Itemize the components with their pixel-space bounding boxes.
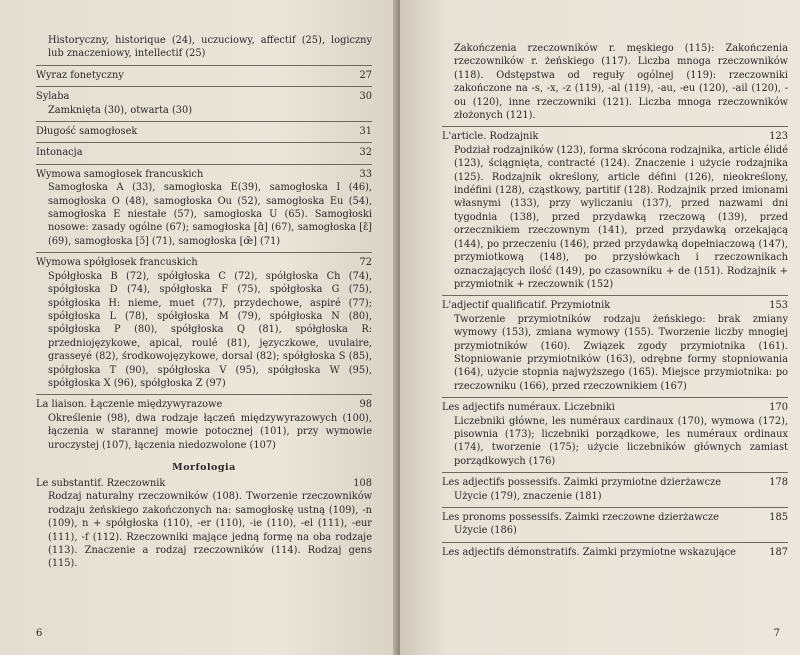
toc-entry-title: Les adjectifs numéraux. Liczebniki bbox=[442, 402, 615, 414]
toc-entry-page: 72 bbox=[359, 257, 372, 269]
toc-entry-page: 108 bbox=[353, 477, 372, 489]
toc-list-right bbox=[442, 42, 788, 559]
toc-entry-page: 153 bbox=[769, 300, 788, 312]
toc-entry-page: 27 bbox=[359, 69, 372, 81]
toc-entry-subtopics: Zamknięta (30), otwarta (30) bbox=[48, 104, 193, 116]
entry-divider bbox=[442, 542, 788, 543]
toc-entry-page: 31 bbox=[359, 126, 372, 138]
toc-entry-subtopics: Podział rodzajników (123), forma skrócona rodzajnika, article élidé (123), ściągnięta, contracté (124). Znaczenie i użycie rodzajnika (125). Rodzajnik określony, article défini (126), nieokreślony, indéfini (128), cząstkowy, partitif (128). Rodzajnik przed imionami własnymi (133), przy wyliczaniu (137), przed nazwami dni tygodnia (138), przed przydawką rzeczową (139), przed orzecznikiem rzeczownym (141), przed przydawką orzekającą (144), po przeczeniu (146), przed przydawką dopełniaczową (147), przymiotkową (148), po przysłówkach i rzeczownikach oznaczających ilość (149), po czasowniku + de (151). Rodzajnik + przymiotnik + rzeczownik (152) bbox=[454, 144, 788, 290]
toc-entry bbox=[442, 472, 788, 503]
toc-entry bbox=[442, 295, 788, 393]
toc-entry-title: Les adjectifs démonstratifs. Zaimki przymiotne wskazujące bbox=[442, 546, 736, 558]
toc-entry-heading bbox=[442, 401, 788, 414]
toc-entry-subtopics: Użycie (179), znaczenie (181) bbox=[454, 490, 602, 502]
entry-divider bbox=[36, 142, 372, 143]
entry-divider bbox=[442, 126, 788, 127]
toc-entry-title: Les pronoms possessifs. Zaimki rzeczowne dzierżawcze bbox=[442, 512, 719, 523]
toc-entry-title: L'adjectif qualificatif. Przymiotnik bbox=[442, 300, 611, 312]
toc-entry-subtopics: Historyczny, historique (24), uczuciowy, affectif (25), logiczny lub znaczeniowy, intellectif (25) bbox=[48, 35, 372, 60]
page-number-left: 6 bbox=[36, 628, 43, 639]
toc-entry-page: 187 bbox=[769, 546, 788, 558]
toc-entry-subtopics: Użycie (186) bbox=[454, 525, 517, 537]
entry-divider bbox=[36, 394, 372, 395]
toc-entry-title: Długość samogłosek bbox=[36, 126, 138, 138]
right-page bbox=[400, 0, 800, 655]
toc-entry-subtopics: Określenie (98), dwa rodzaje łączeń międzywyrazowych (100), łączenia w starannej mowie potocznej (101), przy wymowie uroczystej (107), łączenia niedozwolone (107) bbox=[48, 412, 372, 451]
toc-entry-title: Les adjectifs possessifs. Zaimki przymiotne dzierżawcze bbox=[442, 477, 722, 489]
toc-entry-page: 185 bbox=[769, 512, 788, 523]
toc-entry bbox=[442, 126, 788, 291]
toc-entry-heading bbox=[36, 398, 372, 411]
toc-entry-heading bbox=[36, 477, 372, 490]
toc-entry-title: Le substantif. Rzeczownik bbox=[36, 477, 166, 489]
toc-entry-heading bbox=[442, 130, 788, 143]
toc-entry-title: Intonacja bbox=[36, 147, 83, 159]
toc-entry-page: 32 bbox=[359, 147, 372, 159]
toc-entry-title: Wymowa spółgłosek francuskich bbox=[36, 257, 198, 269]
toc-entry-heading bbox=[36, 146, 372, 159]
toc-entry bbox=[36, 34, 372, 61]
toc-entry bbox=[36, 86, 372, 117]
toc-entry-subtopics: Spółgłoska B (72), spółgłoska C (72), spółgłoska Ch (74), spółgłoska D (74), spółgłoska F (75), spółgłoska G (75), spółgłoska H: nieme, muet (77), przydechowe, aspiré (77); spółgłoska L (78), spółgłoska M (79), spółgłoska N (80), spółgłoska P (80), spółgłoska Q (81), spółgłoska R: przedniojęzykowe, apical, roulé (81), języczkowe, uvulaire, grasseyé (82), środkowojęzykowe, dorsal (82); spółgłoska S (85), spółgłoska T (90), spółgłoska V (95), spółgłoska W (95), spółgłoska X (96), spółgłoska Z (97) bbox=[48, 270, 372, 389]
entry-divider bbox=[36, 86, 372, 87]
entry-divider bbox=[36, 252, 372, 253]
toc-entry-heading bbox=[36, 256, 372, 269]
toc-entry bbox=[36, 65, 372, 82]
toc-entry-page: 33 bbox=[359, 168, 372, 180]
toc-entry bbox=[36, 394, 372, 452]
toc-entry bbox=[36, 142, 372, 159]
entry-divider bbox=[36, 164, 372, 165]
toc-entry-subtopics: Zakończenia rzeczowników r. męskiego (115): Zakończenia rzeczowników r. żeńskiego (117). Liczba mnoga rzeczowników (118). Odstępstwa od reguły ogólnej (119): rzeczowniki zakończone na -s, -x, -z (119), -al (119), -au, -eu (120), -ail (120), -ou (120), inne rzeczowniki (121). Liczba mnoga rzeczowników złożonych (121). bbox=[454, 43, 788, 122]
section-heading: Morfologia bbox=[172, 461, 236, 473]
page-number-right: 7 bbox=[773, 628, 780, 639]
toc-entry bbox=[442, 397, 788, 468]
toc-entry-page: 98 bbox=[359, 399, 372, 411]
toc-entry bbox=[442, 507, 788, 538]
entry-divider bbox=[442, 397, 788, 398]
entry-divider bbox=[442, 507, 788, 508]
toc-entry-subtopics: Liczebniki główne, les numéraux cardinaux (170), wymowa (172), pisownia (173); liczebniki porządkowe, les numéraux ordinaux (174), tworzenie (175); użycie liczebników głównych zamiast porządkowych (176) bbox=[454, 415, 788, 467]
toc-entry bbox=[442, 542, 788, 559]
toc-entry-title: L'article. Rodzajnik bbox=[442, 131, 539, 143]
toc-entry-title: La liaison. Łączenie międzywyrazowe bbox=[36, 399, 223, 411]
toc-entry-page: 178 bbox=[769, 477, 788, 489]
toc-entry-heading bbox=[442, 511, 788, 524]
left-page bbox=[0, 0, 398, 655]
toc-entry-title: Sylaba bbox=[36, 91, 70, 103]
toc-entry-page: 30 bbox=[359, 91, 372, 103]
toc-entry-subtopics: Samogłoska A (33), samogłoska E(39), samogłoska I (46), samogłoska O (48), samogłoska Ou (52), samogłoska Eu (54), samogłoska E niestałe (57), samogłoska U (65). Samogłoski nosowe: zasady ogólne (67); samogłoska [ɑ̃] (67), samogłoska [ɛ̃] (69), samogłoska [ɔ̃] (71), samogłoska [œ̃] (71) bbox=[48, 182, 372, 247]
toc-entry-heading bbox=[442, 546, 788, 559]
toc-entry-heading bbox=[36, 168, 372, 181]
entry-divider bbox=[442, 295, 788, 296]
toc-entry bbox=[36, 164, 372, 248]
toc-list-left-2 bbox=[36, 477, 372, 571]
entry-divider bbox=[442, 472, 788, 473]
toc-entry bbox=[36, 252, 372, 390]
toc-list-left bbox=[36, 34, 372, 452]
toc-entry-page: 123 bbox=[769, 131, 788, 143]
toc-entry-heading bbox=[36, 90, 372, 103]
toc-entry-title: Wyraz fonetyczny bbox=[36, 69, 124, 81]
toc-entry-heading bbox=[442, 299, 788, 312]
toc-entry bbox=[36, 477, 372, 571]
toc-entry-subtopics: Tworzenie przymiotników rodzaju żeńskiego: brak zmiany wymowy (153), zmiana wymowy (155). Tworzenie liczby mnogiej przymiotników (160). Związek zgody przymiotnika (161). Stopniowanie przymiotników (163), odrębne formy stopniowania (164), użycie stopnia najwyższego (165). Miejsce przymiotnika: po rzeczowniku (166), przed rzeczownikiem (167) bbox=[454, 313, 788, 392]
toc-entry-heading bbox=[442, 476, 788, 489]
toc-entry-heading bbox=[36, 125, 372, 138]
toc-entry bbox=[36, 121, 372, 138]
entry-divider bbox=[36, 65, 372, 66]
toc-entry-heading bbox=[36, 69, 372, 82]
toc-entry-subtopics: Rodzaj naturalny rzeczowników (108). Tworzenie rzeczowników rodzaju żeńskiego zakończonych na: samogłoskę ustną (109), -n (109), n + spółgłoska (110), -er (110), -ie (110), -el (111), -eur (111), -f (112). Rzeczowniki mające jedną formę na oba rodzaje (113). Znaczenie a rodzaj rzeczowników (114). Rodzaj gens (115). bbox=[48, 491, 372, 570]
toc-entry-title: Wymowa samogłosek francuskich bbox=[36, 168, 204, 180]
toc-entry-page: 170 bbox=[769, 402, 788, 414]
entry-divider bbox=[36, 121, 372, 122]
toc-entry bbox=[442, 42, 788, 122]
